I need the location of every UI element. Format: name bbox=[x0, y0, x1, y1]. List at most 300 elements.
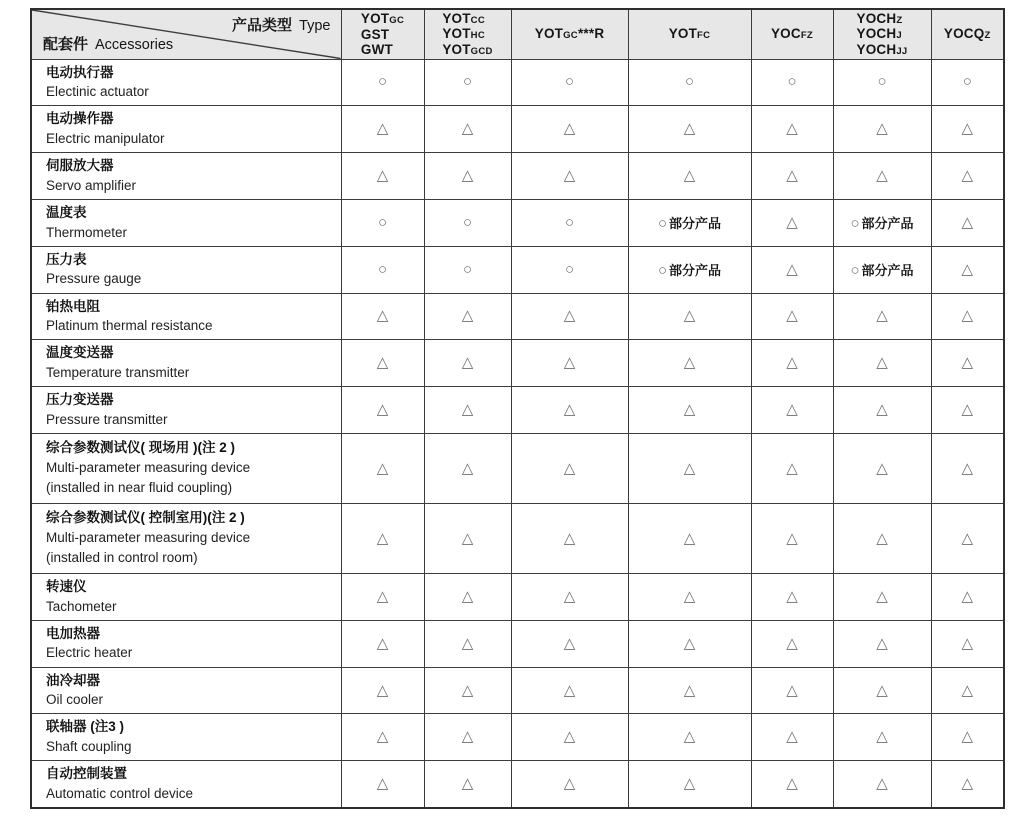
triangle-icon: △ bbox=[786, 167, 798, 185]
triangle-icon: △ bbox=[786, 120, 798, 138]
triangle-icon: △ bbox=[876, 307, 888, 325]
cell-triangle bbox=[833, 293, 931, 340]
triangle-icon: △ bbox=[786, 775, 798, 793]
triangle-icon: △ bbox=[786, 307, 798, 325]
circle-icon: ○ bbox=[850, 214, 860, 232]
cell-triangle bbox=[511, 387, 628, 434]
cell-triangle bbox=[751, 574, 833, 621]
table-row bbox=[31, 199, 1004, 246]
triangle-icon: △ bbox=[683, 401, 696, 419]
cell-triangle bbox=[628, 387, 751, 434]
accessory-name-zh: 压力变送器 bbox=[46, 392, 114, 408]
triangle-icon: △ bbox=[961, 634, 974, 652]
triangle-icon: △ bbox=[683, 459, 696, 477]
cell-triangle bbox=[931, 434, 1004, 504]
cell-circle bbox=[424, 246, 511, 293]
accessory-name-zh: 温度变送器 bbox=[46, 345, 114, 361]
triangle-icon: △ bbox=[876, 459, 888, 477]
cell-triangle bbox=[751, 246, 833, 293]
cell-triangle bbox=[833, 761, 931, 808]
table-row bbox=[31, 761, 1004, 808]
circle-icon: ○ bbox=[877, 73, 887, 91]
cell-circle bbox=[931, 59, 1004, 106]
accessory-label-cell bbox=[31, 153, 341, 200]
triangle-icon: △ bbox=[461, 681, 474, 699]
accessory-name-zh: 自动控制装置 bbox=[46, 766, 127, 782]
triangle-icon: △ bbox=[683, 587, 696, 605]
cell-triangle bbox=[628, 340, 751, 387]
triangle-icon: △ bbox=[961, 260, 974, 278]
triangle-icon: △ bbox=[786, 728, 798, 746]
cell-triangle bbox=[341, 620, 424, 667]
cell-triangle bbox=[931, 504, 1004, 574]
triangle-icon: △ bbox=[961, 681, 974, 699]
cell-triangle bbox=[424, 504, 511, 574]
triangle-icon: △ bbox=[786, 459, 798, 477]
triangle-icon: △ bbox=[786, 213, 798, 231]
circle-icon: ○ bbox=[564, 213, 575, 231]
accessory-label-cell bbox=[31, 714, 341, 761]
circle-icon: ○ bbox=[684, 73, 695, 91]
column-header-text: YOTCC YOTHC YOTGCD bbox=[442, 10, 493, 58]
table-row bbox=[31, 667, 1004, 714]
triangle-icon: △ bbox=[376, 587, 389, 605]
accessory-name-en: Automatic control device bbox=[46, 785, 194, 801]
table-row bbox=[31, 620, 1004, 667]
accessory-label-cell bbox=[31, 59, 341, 106]
cell-triangle bbox=[511, 667, 628, 714]
table-row bbox=[31, 387, 1004, 434]
cell-triangle bbox=[931, 574, 1004, 621]
column-header-text: YOTGC GST GWT bbox=[360, 11, 405, 58]
cell-circle bbox=[341, 59, 424, 106]
column-header-text: YOCHZ YOCHJ YOCHJJ bbox=[856, 10, 908, 58]
cell-circle-partial-products bbox=[628, 246, 751, 293]
triangle-icon: △ bbox=[683, 775, 696, 793]
triangle-icon: △ bbox=[876, 167, 888, 185]
column-header-yot-gc-starstar-r bbox=[511, 9, 628, 59]
cell-triangle bbox=[833, 667, 931, 714]
triangle-icon: △ bbox=[376, 120, 389, 138]
cell-triangle bbox=[931, 761, 1004, 808]
cell-triangle bbox=[751, 199, 833, 246]
triangle-icon: △ bbox=[961, 459, 974, 477]
cell-circle bbox=[511, 59, 628, 106]
accessory-name-zh: 电动执行器 bbox=[46, 64, 114, 80]
triangle-icon: △ bbox=[961, 529, 974, 547]
triangle-icon: △ bbox=[376, 167, 389, 185]
table-row bbox=[31, 293, 1004, 340]
partial-products-label: 部分产品 bbox=[861, 215, 914, 231]
triangle-icon: △ bbox=[563, 459, 576, 477]
cell-triangle bbox=[751, 504, 833, 574]
triangle-icon: △ bbox=[376, 775, 389, 793]
cell-triangle bbox=[511, 761, 628, 808]
cell-triangle bbox=[931, 153, 1004, 200]
partial-products-label: 部分产品 bbox=[669, 262, 722, 278]
triangle-icon: △ bbox=[461, 120, 474, 138]
partial-products-label: 部分产品 bbox=[861, 262, 914, 278]
accessory-name-en: Multi-parameter measuring device bbox=[46, 530, 251, 546]
triangle-icon: △ bbox=[786, 354, 798, 372]
triangle-icon: △ bbox=[876, 587, 888, 605]
cell-triangle bbox=[751, 153, 833, 200]
cell-triangle bbox=[931, 714, 1004, 761]
table-row bbox=[31, 59, 1004, 106]
cell-triangle bbox=[424, 434, 511, 504]
triangle-icon: △ bbox=[563, 728, 576, 746]
cell-triangle bbox=[511, 620, 628, 667]
accessory-name-zh: 电动操作器 bbox=[46, 111, 114, 127]
cell-triangle bbox=[511, 504, 628, 574]
triangle-icon: △ bbox=[376, 307, 389, 325]
triangle-icon: △ bbox=[563, 529, 576, 547]
triangle-icon: △ bbox=[461, 529, 474, 547]
cell-triangle bbox=[931, 293, 1004, 340]
column-header-yot-gc-gst-gwt bbox=[341, 9, 424, 59]
triangle-icon: △ bbox=[876, 775, 888, 793]
accessory-name-en: Tachometer bbox=[46, 598, 117, 614]
triangle-icon: △ bbox=[376, 634, 389, 652]
table-row bbox=[31, 504, 1004, 574]
cell-triangle bbox=[751, 761, 833, 808]
table-row bbox=[31, 153, 1004, 200]
accessory-label-cell bbox=[31, 340, 341, 387]
column-header-text: YOTGC***R bbox=[534, 26, 605, 42]
triangle-icon: △ bbox=[876, 681, 888, 699]
cell-circle bbox=[833, 59, 931, 106]
cell-triangle bbox=[833, 340, 931, 387]
cell-triangle bbox=[628, 293, 751, 340]
triangle-icon: △ bbox=[786, 260, 798, 278]
triangle-icon: △ bbox=[961, 401, 974, 419]
triangle-icon: △ bbox=[961, 354, 974, 372]
accessory-label-cell bbox=[31, 246, 341, 293]
cell-triangle bbox=[511, 153, 628, 200]
triangle-icon: △ bbox=[683, 354, 696, 372]
triangle-icon: △ bbox=[563, 120, 576, 138]
column-header-text: YOCFZ bbox=[770, 26, 814, 42]
accessory-name-zh: 压力表 bbox=[46, 251, 87, 267]
triangle-icon: △ bbox=[961, 120, 974, 138]
cell-circle-partial-products bbox=[833, 246, 931, 293]
accessories-table bbox=[30, 8, 1005, 809]
accessory-name-en: Multi-parameter measuring device bbox=[46, 460, 251, 476]
cell-circle bbox=[628, 59, 751, 106]
cell-triangle bbox=[628, 761, 751, 808]
triangle-icon: △ bbox=[461, 354, 474, 372]
cell-triangle bbox=[341, 761, 424, 808]
triangle-icon: △ bbox=[563, 775, 576, 793]
cell-triangle bbox=[424, 387, 511, 434]
cell-triangle bbox=[628, 620, 751, 667]
accessory-label-cell bbox=[31, 620, 341, 667]
triangle-icon: △ bbox=[563, 307, 576, 325]
accessory-name-en-line2: (installed in near fluid coupling) bbox=[46, 480, 233, 496]
accessory-name-en: Thermometer bbox=[46, 224, 128, 240]
triangle-icon: △ bbox=[461, 728, 474, 746]
cell-triangle bbox=[833, 106, 931, 153]
accessory-label-cell bbox=[31, 293, 341, 340]
triangle-icon: △ bbox=[376, 401, 389, 419]
accessory-label-cell bbox=[31, 106, 341, 153]
cell-triangle bbox=[751, 667, 833, 714]
cell-triangle bbox=[931, 340, 1004, 387]
triangle-icon: △ bbox=[786, 401, 798, 419]
accessory-name-en-line2: (installed in control room) bbox=[46, 550, 198, 566]
cell-circle bbox=[341, 246, 424, 293]
circle-icon: ○ bbox=[377, 73, 388, 91]
triangle-icon: △ bbox=[563, 587, 576, 605]
column-header-yocq-z bbox=[931, 9, 1004, 59]
cell-triangle bbox=[424, 340, 511, 387]
circle-icon: ○ bbox=[564, 260, 575, 278]
triangle-icon: △ bbox=[461, 307, 474, 325]
triangle-icon: △ bbox=[563, 681, 576, 699]
accessory-name-zh: 综合参数测试仪( 现场用 )(注 2 ) bbox=[46, 440, 235, 456]
cell-triangle bbox=[424, 714, 511, 761]
cell-triangle bbox=[511, 434, 628, 504]
cell-triangle bbox=[341, 667, 424, 714]
triangle-icon: △ bbox=[876, 120, 888, 138]
triangle-icon: △ bbox=[786, 587, 798, 605]
triangle-icon: △ bbox=[961, 775, 974, 793]
cell-triangle bbox=[511, 293, 628, 340]
column-header-text: YOTFC bbox=[668, 26, 711, 42]
table-row bbox=[31, 574, 1004, 621]
accessory-name-en: Electinic actuator bbox=[46, 84, 149, 100]
accessory-name-zh: 铂热电阻 bbox=[46, 298, 100, 314]
table-row bbox=[31, 340, 1004, 387]
circle-icon: ○ bbox=[462, 213, 473, 231]
triangle-icon: △ bbox=[461, 459, 474, 477]
table-row bbox=[31, 434, 1004, 504]
cell-triangle bbox=[751, 340, 833, 387]
table-row bbox=[31, 714, 1004, 761]
cell-triangle bbox=[341, 434, 424, 504]
cell-triangle bbox=[628, 153, 751, 200]
accessory-name-zh: 综合参数测试仪( 控制室用)(注 2 ) bbox=[46, 510, 245, 526]
accessory-label-cell bbox=[31, 574, 341, 621]
circle-icon: ○ bbox=[377, 260, 388, 278]
cell-circle bbox=[511, 199, 628, 246]
accessory-name-zh: 温度表 bbox=[46, 204, 87, 220]
accessory-name-zh: 油冷却器 bbox=[46, 672, 100, 688]
cell-triangle bbox=[833, 620, 931, 667]
corner-cell bbox=[31, 9, 341, 59]
column-header-yot-fc bbox=[628, 9, 751, 59]
table-row bbox=[31, 106, 1004, 153]
triangle-icon: △ bbox=[461, 167, 474, 185]
cell-triangle bbox=[511, 340, 628, 387]
triangle-icon: △ bbox=[961, 167, 974, 185]
accessory-name-en: Electric heater bbox=[46, 645, 133, 661]
triangle-icon: △ bbox=[461, 401, 474, 419]
triangle-icon: △ bbox=[876, 634, 888, 652]
cell-triangle bbox=[833, 387, 931, 434]
cell-triangle bbox=[341, 106, 424, 153]
cell-triangle bbox=[751, 387, 833, 434]
triangle-icon: △ bbox=[461, 634, 474, 652]
triangle-icon: △ bbox=[876, 728, 888, 746]
accessories-label-zh: 配套件 bbox=[43, 35, 89, 53]
cell-triangle bbox=[628, 667, 751, 714]
accessories-label bbox=[43, 33, 173, 54]
accessories-label-en: Accessories bbox=[95, 36, 174, 53]
triangle-icon: △ bbox=[376, 681, 389, 699]
cell-triangle bbox=[751, 106, 833, 153]
triangle-icon: △ bbox=[876, 354, 888, 372]
cell-triangle bbox=[751, 434, 833, 504]
circle-icon: ○ bbox=[787, 73, 797, 91]
triangle-icon: △ bbox=[461, 775, 474, 793]
accessory-label-cell bbox=[31, 434, 341, 504]
cell-triangle bbox=[511, 574, 628, 621]
cell-triangle bbox=[931, 620, 1004, 667]
partial-products-label: 部分产品 bbox=[669, 215, 722, 231]
triangle-icon: △ bbox=[683, 728, 696, 746]
triangle-icon: △ bbox=[683, 681, 696, 699]
cell-triangle bbox=[628, 574, 751, 621]
cell-circle-partial-products bbox=[833, 199, 931, 246]
cell-triangle bbox=[511, 106, 628, 153]
cell-triangle bbox=[628, 106, 751, 153]
accessory-label-cell bbox=[31, 199, 341, 246]
triangle-icon: △ bbox=[876, 401, 888, 419]
column-header-text: YOCQZ bbox=[943, 26, 991, 42]
accessory-name-en: Oil cooler bbox=[46, 692, 104, 708]
cell-triangle bbox=[424, 153, 511, 200]
cell-circle bbox=[511, 246, 628, 293]
cell-triangle bbox=[931, 246, 1004, 293]
accessory-name-en: Platinum thermal resistance bbox=[46, 318, 213, 334]
cell-triangle bbox=[833, 714, 931, 761]
table-body bbox=[31, 59, 1004, 808]
circle-icon: ○ bbox=[462, 73, 473, 91]
cell-triangle bbox=[833, 504, 931, 574]
triangle-icon: △ bbox=[563, 167, 576, 185]
triangle-icon: △ bbox=[563, 354, 576, 372]
accessory-name-zh: 伺服放大器 bbox=[46, 158, 114, 174]
accessory-label-cell bbox=[31, 387, 341, 434]
column-header-yoc-fz bbox=[751, 9, 833, 59]
header-row bbox=[31, 9, 1004, 59]
cell-triangle bbox=[931, 667, 1004, 714]
cell-triangle bbox=[424, 620, 511, 667]
cell-triangle bbox=[424, 293, 511, 340]
cell-triangle bbox=[833, 434, 931, 504]
triangle-icon: △ bbox=[683, 307, 696, 325]
cell-circle bbox=[751, 59, 833, 106]
triangle-icon: △ bbox=[376, 354, 389, 372]
cell-triangle bbox=[628, 434, 751, 504]
triangle-icon: △ bbox=[376, 529, 389, 547]
accessory-label-cell bbox=[31, 504, 341, 574]
cell-triangle bbox=[341, 714, 424, 761]
cell-circle-partial-products bbox=[628, 199, 751, 246]
cell-triangle bbox=[628, 504, 751, 574]
cell-triangle bbox=[424, 574, 511, 621]
cell-circle bbox=[341, 199, 424, 246]
triangle-icon: △ bbox=[683, 529, 696, 547]
accessory-label-cell bbox=[31, 667, 341, 714]
cell-triangle bbox=[751, 293, 833, 340]
triangle-icon: △ bbox=[683, 634, 696, 652]
product-type-label-zh: 产品类型 bbox=[232, 17, 293, 34]
cell-triangle bbox=[931, 199, 1004, 246]
table-row bbox=[31, 246, 1004, 293]
circle-icon: ○ bbox=[657, 214, 668, 232]
accessory-name-en: Shaft coupling bbox=[46, 739, 132, 754]
product-type-label bbox=[232, 14, 330, 35]
cell-triangle bbox=[424, 106, 511, 153]
cell-triangle bbox=[511, 714, 628, 761]
cell-triangle bbox=[424, 761, 511, 808]
accessory-name-en: Pressure gauge bbox=[46, 271, 142, 287]
accessory-name-zh: 转速仪 bbox=[46, 579, 87, 594]
column-header-yot-cc-hc-gcd bbox=[424, 9, 511, 59]
triangle-icon: △ bbox=[786, 529, 798, 547]
cell-triangle bbox=[341, 340, 424, 387]
circle-icon: ○ bbox=[377, 213, 388, 231]
triangle-icon: △ bbox=[961, 307, 974, 325]
triangle-icon: △ bbox=[961, 213, 974, 231]
circle-icon: ○ bbox=[850, 261, 860, 279]
circle-icon: ○ bbox=[657, 261, 668, 279]
triangle-icon: △ bbox=[961, 728, 974, 746]
cell-circle bbox=[424, 199, 511, 246]
product-type-label-en: Type bbox=[299, 18, 331, 34]
cell-triangle bbox=[751, 620, 833, 667]
triangle-icon: △ bbox=[563, 401, 576, 419]
cell-triangle bbox=[833, 574, 931, 621]
triangle-icon: △ bbox=[376, 459, 389, 477]
triangle-icon: △ bbox=[786, 634, 798, 652]
triangle-icon: △ bbox=[786, 681, 798, 699]
triangle-icon: △ bbox=[563, 634, 576, 652]
cell-triangle bbox=[833, 153, 931, 200]
accessory-name-en: Temperature transmitter bbox=[46, 364, 190, 380]
accessory-name-en: Pressure transmitter bbox=[46, 411, 168, 427]
triangle-icon: △ bbox=[683, 120, 696, 138]
cell-triangle bbox=[341, 153, 424, 200]
accessory-name-zh: 联轴器 (注3 ) bbox=[46, 719, 125, 735]
triangle-icon: △ bbox=[876, 529, 888, 547]
cell-triangle bbox=[931, 106, 1004, 153]
accessory-name-en: Servo amplifier bbox=[46, 177, 137, 193]
cell-triangle bbox=[341, 387, 424, 434]
cell-triangle bbox=[341, 574, 424, 621]
circle-icon: ○ bbox=[462, 260, 473, 278]
triangle-icon: △ bbox=[461, 587, 474, 605]
triangle-icon: △ bbox=[961, 587, 974, 605]
cell-triangle bbox=[628, 714, 751, 761]
accessory-label-cell bbox=[31, 761, 341, 808]
cell-triangle bbox=[341, 293, 424, 340]
column-header-yoch-z-j-jj bbox=[833, 9, 931, 59]
accessory-name-zh: 电加热器 bbox=[46, 625, 100, 641]
triangle-icon: △ bbox=[376, 728, 389, 746]
accessory-name-en: Electric manipulator bbox=[46, 130, 165, 146]
cell-triangle bbox=[341, 504, 424, 574]
circle-icon: ○ bbox=[564, 73, 575, 91]
triangle-icon: △ bbox=[683, 167, 696, 185]
circle-icon: ○ bbox=[962, 73, 972, 91]
cell-triangle bbox=[931, 387, 1004, 434]
cell-circle bbox=[424, 59, 511, 106]
cell-triangle bbox=[751, 714, 833, 761]
cell-triangle bbox=[424, 667, 511, 714]
